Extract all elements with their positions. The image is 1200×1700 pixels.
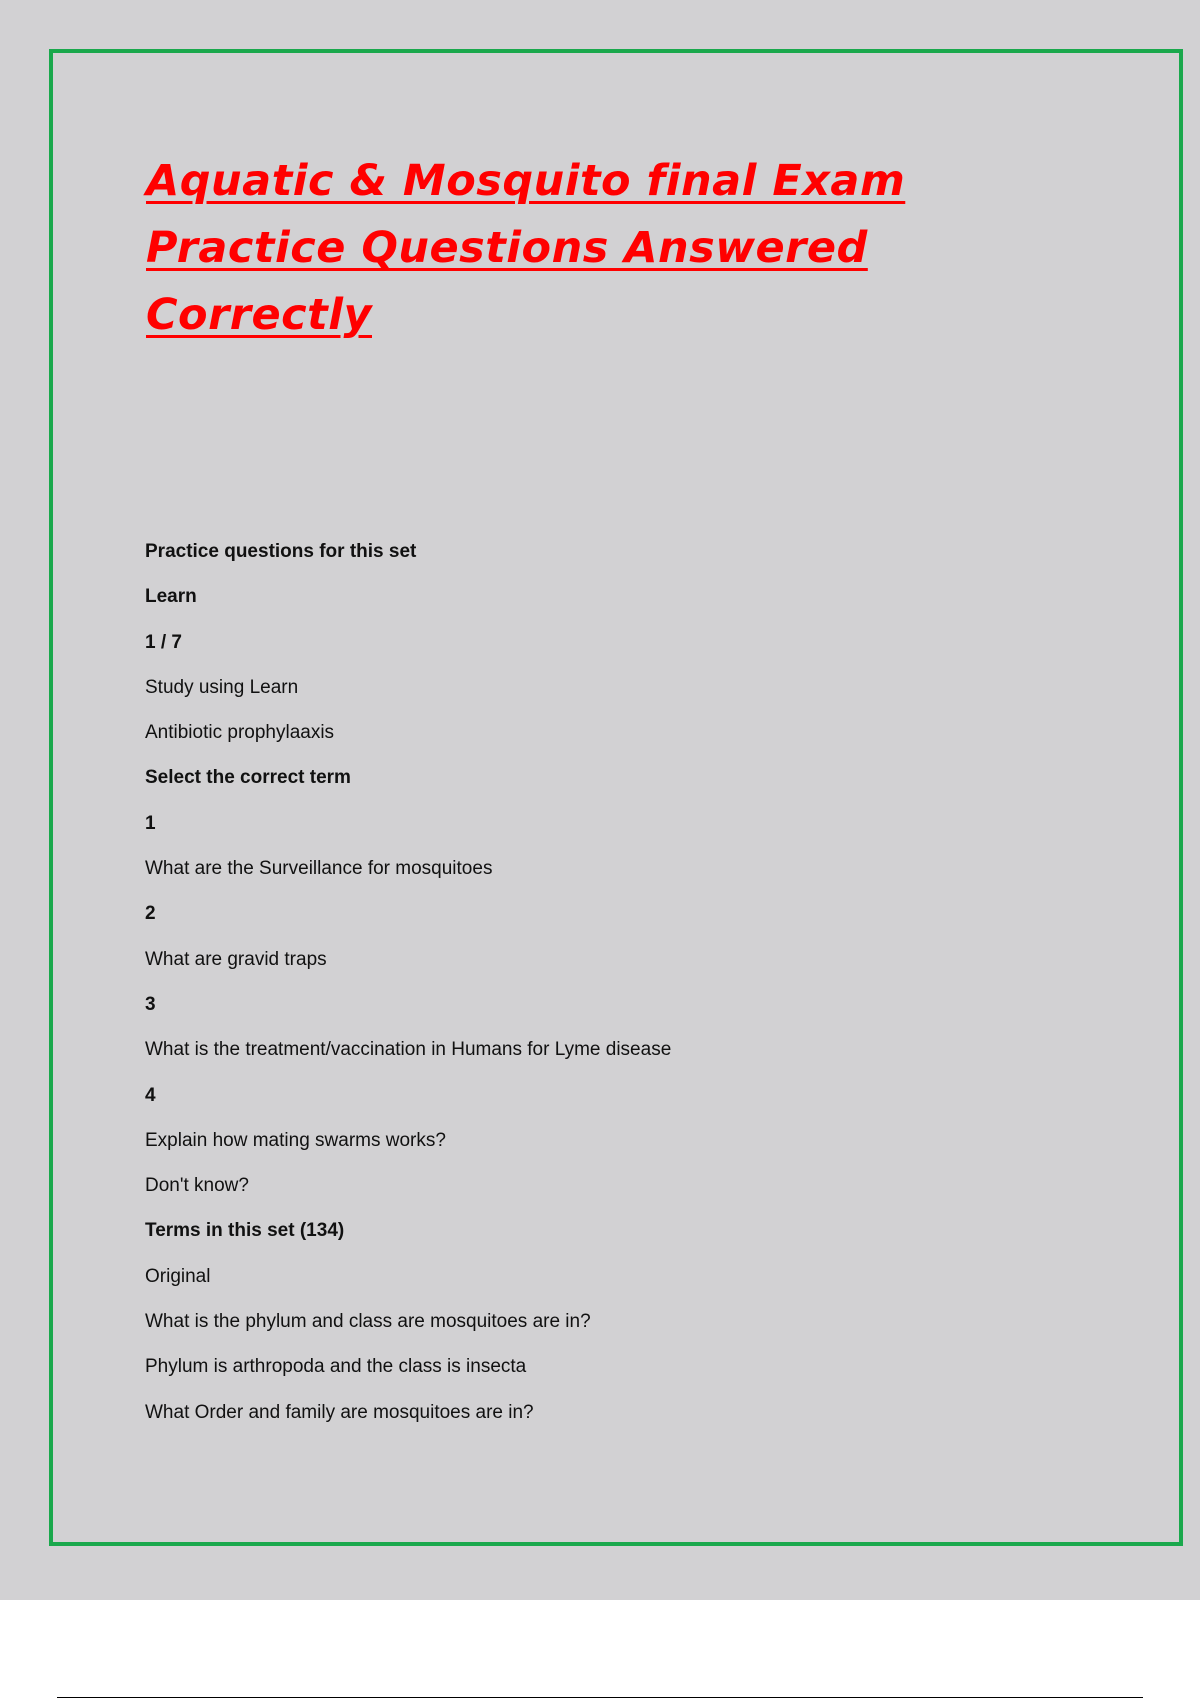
title-line-1: Aquatic & Mosquito final Exam [146, 156, 906, 206]
learn-label: Learn [145, 586, 197, 608]
title-line-3: Correctly [146, 290, 372, 340]
option-number-2: 2 [145, 903, 156, 925]
term-text: Antibiotic prophylaaxis [145, 722, 335, 744]
term-question-1: What is the phylum and class are mosquitoes are in? [145, 1311, 591, 1333]
document-body [145, 537, 1045, 1443]
section-heading-practice-questions: Practice questions for this set [145, 541, 417, 562]
term-question-2: What Order and family are mosquitoes are in? [145, 1401, 534, 1423]
option-text-1: What are the Surveillance for mosquitoes [145, 858, 493, 880]
select-correct-term-heading: Select the correct term [145, 767, 351, 789]
footer-divider [57, 1697, 1143, 1698]
document-title [146, 148, 1046, 349]
dont-know-text: Don't know? [145, 1175, 249, 1197]
term-answer-1: Phylum is arthropoda and the class is insecta [145, 1356, 527, 1378]
terms-in-set-heading: Terms in this set (134) [145, 1220, 345, 1242]
title-line-2: Practice Questions Answered [146, 223, 868, 273]
option-number-1: 1 [145, 812, 156, 834]
option-text-4: Explain how mating swarms works? [145, 1129, 446, 1151]
study-using-learn-text: Study using Learn [145, 676, 299, 698]
option-text-3: What is the treatment/vaccination in Humans for Lyme disease [145, 1039, 672, 1061]
original-label: Original [145, 1265, 211, 1287]
progress-counter: 1 / 7 [145, 631, 182, 653]
option-number-4: 4 [145, 1084, 156, 1106]
option-number-3: 3 [145, 993, 156, 1015]
option-text-2: What are gravid traps [145, 948, 327, 970]
